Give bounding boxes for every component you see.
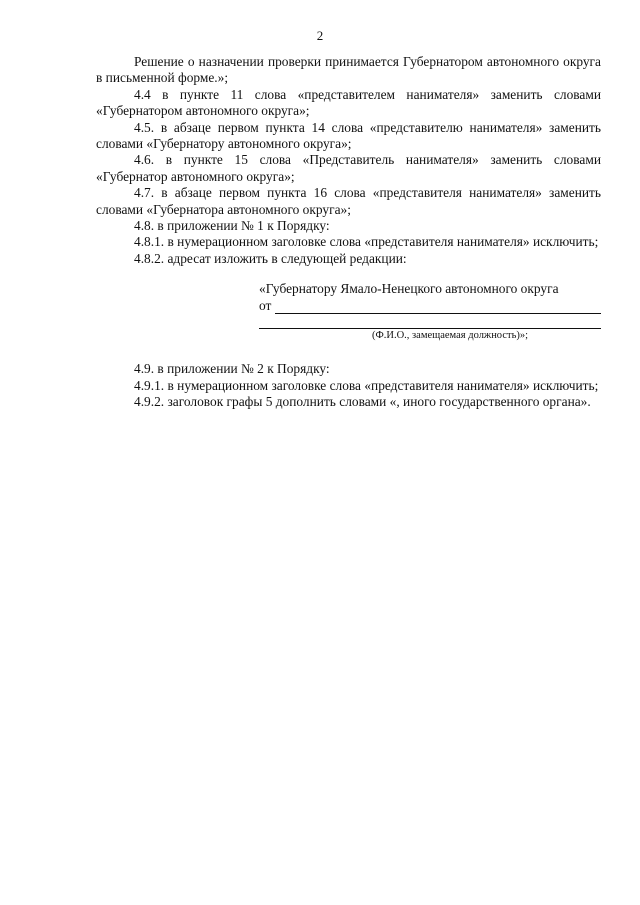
paragraph-4-6: 4.6. в пункте 15 слова «Представитель нанимателя» заменить словами «Губернатор автономного округа»; (96, 152, 601, 184)
paragraph-4-8-2: 4.8.2. адресат изложить в следующей редакции: (134, 250, 407, 266)
paragraph-4-9: 4.9. в приложении № 2 к Порядку: (134, 361, 330, 377)
from-line (259, 298, 601, 314)
paragraph-4-7: 4.7. в абзаце первом пункта 16 слова «представителя нанимателя» заменить словами «Губернатора автономного округа»; (96, 185, 601, 217)
paragraph-4-9-1: 4.9.1. в нумерационном заголовке слова «представителя нанимателя» исключить; (134, 377, 599, 393)
addressee-block (259, 281, 601, 343)
addressee-caption: (Ф.И.О., замещаемая должность)»; (371, 330, 529, 342)
paragraph-4-5: 4.5. в абзаце первом пункта 14 слова «представителю нанимателя» заменить словами «Губернатору автономного округа»; (96, 119, 601, 152)
name-blank-line (259, 314, 601, 329)
paragraph-4-9-2: 4.9.2. заголовок графы 5 дополнить словами «, иного государственного органа». (134, 393, 591, 409)
from-label: от (259, 297, 272, 313)
document-body (96, 54, 601, 410)
paragraph-4-8-1: 4.8.1. в нумерационном заголовке слова «представителя нанимателя» исключить; (134, 234, 599, 250)
page-number: 2 (316, 28, 324, 43)
addressee-line: «Губернатору Ямало-Ненецкого автономного округа (259, 281, 559, 297)
paragraph-decision: Решение о назначении проверки принимается Губернатором автономного округа в письменной форме.»; (96, 54, 601, 86)
paragraph-4-4: 4.4 в пункте 11 слова «представителем нанимателя» заменить словами «Губернатором автономного округа»; (96, 86, 601, 119)
from-blank-line (275, 301, 601, 314)
paragraph-4-8: 4.8. в приложении № 1 к Порядку: (134, 218, 330, 234)
